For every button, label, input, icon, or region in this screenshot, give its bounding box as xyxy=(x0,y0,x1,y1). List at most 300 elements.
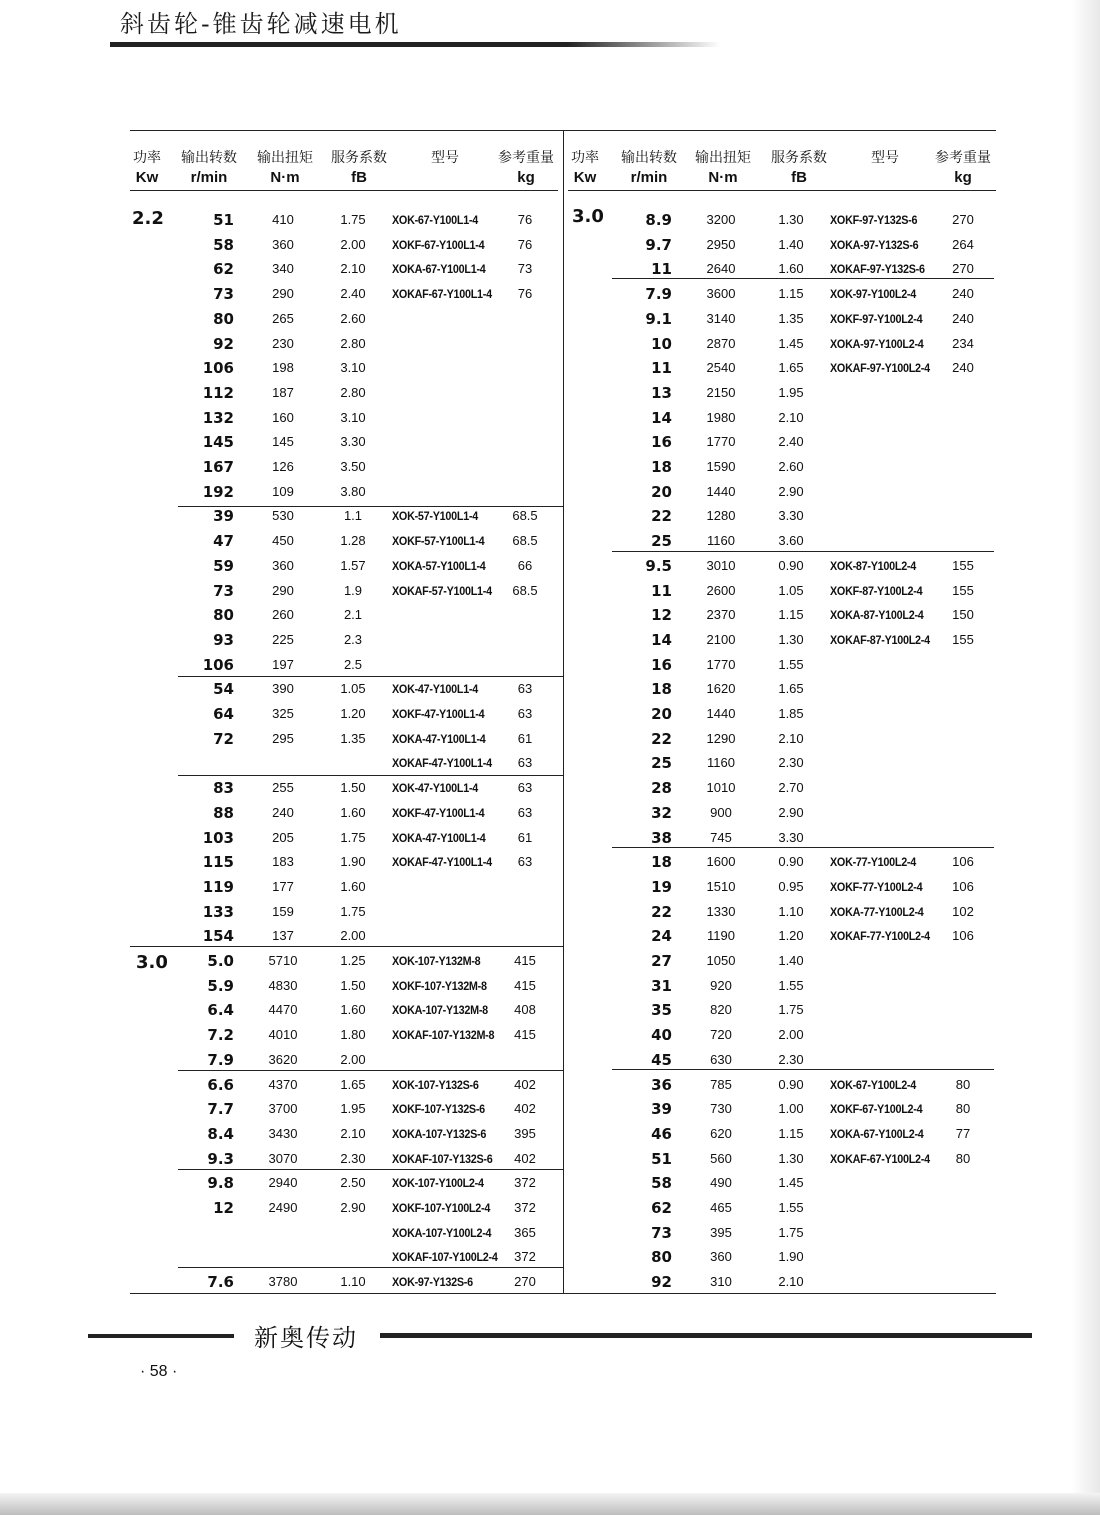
output-speed: 92 xyxy=(651,1273,672,1292)
output-speed: 19 xyxy=(651,877,672,896)
table-row xyxy=(130,751,560,775)
output-speed: 7.7 xyxy=(207,1100,234,1119)
output-torque: 920 xyxy=(710,977,732,993)
service-factor: 1.30 xyxy=(778,212,804,227)
model-code: XOKF-67-Y100L2-4 xyxy=(830,1102,923,1117)
model-code: XOKAF-97-Y132S-6 xyxy=(830,262,925,277)
weight: 66 xyxy=(517,557,533,573)
service-factor: 2.90 xyxy=(340,1200,366,1215)
service-factor: 2.30 xyxy=(778,1051,804,1067)
output-torque: 1770 xyxy=(706,656,736,672)
weight: 63 xyxy=(517,780,533,796)
weight: 106 xyxy=(952,854,974,870)
output-speed: 115 xyxy=(202,853,234,872)
model-code: XOKF-67-Y100L1-4 xyxy=(392,237,485,252)
service-factor: 2.00 xyxy=(778,1027,804,1043)
service-factor: 2.00 xyxy=(340,1051,366,1067)
output-torque: 1330 xyxy=(706,903,736,919)
service-factor: 1.95 xyxy=(778,384,804,400)
output-speed: 6.4 xyxy=(207,1001,234,1020)
model-code: XOKA-87-Y100L2-4 xyxy=(830,608,924,623)
weight: 415 xyxy=(514,977,536,993)
model-code: XOKA-107-Y132M-8 xyxy=(392,1003,488,1018)
output-torque: 2600 xyxy=(706,582,736,598)
output-torque: 1510 xyxy=(706,878,736,894)
weight: 415 xyxy=(514,1027,536,1043)
service-factor: 1.05 xyxy=(340,681,366,697)
table-row xyxy=(130,455,560,479)
service-factor: 1.30 xyxy=(778,631,804,647)
output-speed: 92 xyxy=(213,334,234,353)
weight: 372 xyxy=(514,1175,536,1191)
footer-rule-left xyxy=(88,1334,234,1338)
table-row xyxy=(130,677,560,701)
output-torque: 1620 xyxy=(706,681,736,697)
output-torque: 3600 xyxy=(706,286,736,302)
weight: 68.5 xyxy=(512,508,538,524)
model-code: XOK-67-Y100L1-4 xyxy=(392,213,478,227)
output-speed: 58 xyxy=(213,235,234,254)
model-code: XOK-77-Y100L2-4 xyxy=(830,855,916,870)
header-power-right: 功率 Kw xyxy=(571,150,599,186)
output-torque: 2870 xyxy=(706,335,736,351)
output-speed: 18 xyxy=(651,680,672,699)
model-code: XOKA-67-Y100L2-4 xyxy=(830,1126,924,1141)
service-factor: 1.50 xyxy=(340,780,366,796)
table-row xyxy=(568,1270,998,1294)
output-speed: 51 xyxy=(213,211,234,229)
table-row xyxy=(130,974,560,998)
output-torque: 197 xyxy=(272,656,294,672)
table-row xyxy=(130,430,560,454)
weight: 68.5 xyxy=(512,533,538,549)
weight: 270 xyxy=(952,261,974,277)
output-speed: 40 xyxy=(651,1026,672,1045)
service-factor: 2.70 xyxy=(778,780,804,796)
output-speed: 22 xyxy=(651,902,672,921)
service-factor: 1.55 xyxy=(778,1200,804,1215)
table-row xyxy=(568,875,998,899)
service-factor: 3.10 xyxy=(340,409,366,425)
output-torque: 290 xyxy=(272,286,294,302)
table-row xyxy=(568,1023,998,1047)
output-torque: 177 xyxy=(272,878,294,894)
output-torque: 109 xyxy=(272,483,294,499)
table-row xyxy=(568,430,998,454)
model-code: XOK-47-Y100L1-4 xyxy=(392,781,478,796)
output-speed: 154 xyxy=(202,927,234,946)
weight: 76 xyxy=(517,286,533,302)
model-code: XOK-97-Y100L2-4 xyxy=(830,287,916,302)
output-speed: 7.9 xyxy=(207,1050,234,1069)
output-torque: 1160 xyxy=(707,755,735,771)
output-torque: 2950 xyxy=(706,236,736,252)
table-row xyxy=(130,949,560,973)
output-speed: 7.6 xyxy=(207,1273,234,1292)
output-torque: 260 xyxy=(272,607,294,623)
output-speed: 119 xyxy=(202,877,234,896)
service-factor: 1.20 xyxy=(778,928,804,944)
model-code: XOKF-97-Y100L2-4 xyxy=(830,311,923,326)
output-speed: 5.0 xyxy=(207,952,234,970)
group-rule xyxy=(612,847,994,848)
model-code: XOKF-47-Y100L1-4 xyxy=(392,707,485,721)
table-row xyxy=(130,233,560,257)
table-row xyxy=(568,924,998,948)
service-factor: 2.60 xyxy=(778,459,804,474)
output-speed: 11 xyxy=(651,581,672,600)
model-code: XOKA-77-Y100L2-4 xyxy=(830,904,924,919)
weight: 63 xyxy=(517,804,533,820)
table-row xyxy=(568,1221,998,1245)
table-row xyxy=(130,1245,560,1269)
group-rule xyxy=(178,775,563,776)
table-row xyxy=(130,257,560,281)
weight: 102 xyxy=(952,903,974,919)
table-row xyxy=(568,1171,998,1195)
weight: 150 xyxy=(952,607,974,623)
output-torque: 255 xyxy=(272,780,294,796)
output-torque: 360 xyxy=(272,236,294,252)
weight: 365 xyxy=(514,1224,536,1240)
service-factor: 1.75 xyxy=(778,1002,804,1018)
table-row xyxy=(130,900,560,924)
weight: 395 xyxy=(514,1125,536,1141)
service-factor: 1.9 xyxy=(343,582,363,598)
service-factor: 1.15 xyxy=(778,607,804,623)
output-torque: 2150 xyxy=(706,384,736,400)
table-row xyxy=(130,1196,560,1220)
weight: 270 xyxy=(514,1274,536,1290)
output-torque: 745 xyxy=(710,829,732,845)
service-factor: 3.30 xyxy=(340,434,366,450)
output-torque: 1980 xyxy=(706,409,736,425)
output-speed: 106 xyxy=(202,359,234,378)
table-row xyxy=(130,653,560,677)
service-factor: 0.90 xyxy=(778,557,804,573)
output-speed: 6.6 xyxy=(207,1075,234,1094)
service-factor: 2.40 xyxy=(778,434,804,450)
weight: 408 xyxy=(514,1002,536,1018)
output-torque: 240 xyxy=(272,804,294,820)
table-row xyxy=(568,677,998,701)
output-torque: 1280 xyxy=(706,508,736,524)
table-row xyxy=(130,702,560,726)
output-torque: 560 xyxy=(710,1150,732,1166)
table-center-divider xyxy=(563,130,564,1294)
output-torque: 820 xyxy=(710,1002,732,1018)
output-speed: 12 xyxy=(213,1199,234,1217)
page-edge-shadow xyxy=(1072,0,1100,1515)
service-factor: 1.40 xyxy=(778,236,804,252)
table-row xyxy=(130,998,560,1022)
table-row xyxy=(568,751,998,775)
table-row xyxy=(130,1048,560,1072)
service-factor: 1.10 xyxy=(340,1274,366,1290)
output-torque: 340 xyxy=(272,261,294,277)
service-factor: 1.75 xyxy=(340,903,366,919)
service-factor: 2.80 xyxy=(340,384,366,400)
table-row xyxy=(568,332,998,356)
weight: 80 xyxy=(955,1076,971,1092)
service-factor: 1.60 xyxy=(778,261,804,277)
table-row xyxy=(130,579,560,603)
output-speed: 51 xyxy=(651,1149,672,1168)
service-factor: 1.75 xyxy=(340,212,366,227)
service-factor: 1.05 xyxy=(778,582,804,598)
service-factor: 1.40 xyxy=(778,953,804,968)
service-factor: 2.30 xyxy=(778,755,804,771)
power-label: 3.0 xyxy=(136,952,168,973)
output-torque: 620 xyxy=(710,1125,732,1141)
model-code: XOK-67-Y100L2-4 xyxy=(830,1077,916,1092)
model-code: XOKA-47-Y100L1-4 xyxy=(392,830,486,845)
output-torque: 1440 xyxy=(706,706,736,721)
header-service-factor: 服务系数 fB xyxy=(331,150,387,186)
group-rule xyxy=(612,278,994,279)
output-speed: 39 xyxy=(213,507,234,526)
table-row xyxy=(568,1073,998,1097)
output-speed: 24 xyxy=(651,927,672,946)
weight: 106 xyxy=(952,878,974,894)
output-torque: 1160 xyxy=(707,533,735,549)
output-speed: 14 xyxy=(651,408,672,427)
service-factor: 1.90 xyxy=(778,1249,804,1265)
output-speed: 38 xyxy=(651,828,672,847)
weight: 155 xyxy=(952,582,974,598)
weight: 240 xyxy=(952,286,974,302)
table-row xyxy=(568,628,998,652)
service-factor: 1.60 xyxy=(340,878,366,894)
output-speed: 32 xyxy=(651,803,672,822)
service-factor: 1.75 xyxy=(778,1224,804,1240)
table-row xyxy=(130,1097,560,1121)
table-row xyxy=(130,356,560,380)
weight: 372 xyxy=(514,1249,536,1265)
model-code: XOKAF-67-Y100L1-4 xyxy=(392,287,492,302)
output-speed: 18 xyxy=(651,458,672,476)
output-torque: 4470 xyxy=(268,1002,298,1018)
table-row xyxy=(130,1270,560,1294)
service-factor: 1.10 xyxy=(778,903,804,919)
table-row xyxy=(568,900,998,924)
table-row xyxy=(568,208,998,232)
output-torque: 3620 xyxy=(268,1051,298,1067)
output-speed: 103 xyxy=(202,828,234,847)
output-torque: 1600 xyxy=(706,854,736,870)
output-torque: 2100 xyxy=(706,631,736,647)
weight: 240 xyxy=(952,310,974,326)
service-factor: 0.90 xyxy=(778,854,804,870)
model-code: XOKF-47-Y100L1-4 xyxy=(392,805,485,820)
output-speed: 22 xyxy=(651,729,672,748)
output-torque: 295 xyxy=(272,730,294,746)
table-row xyxy=(568,1196,998,1220)
service-factor: 1.60 xyxy=(340,1002,366,1018)
table-row xyxy=(568,998,998,1022)
output-speed: 9.7 xyxy=(645,235,672,254)
table-row xyxy=(568,1245,998,1269)
service-factor: 1.60 xyxy=(340,804,366,820)
table-row xyxy=(568,1147,998,1171)
service-factor: 3.30 xyxy=(778,829,804,845)
model-code: XOKAF-97-Y100L2-4 xyxy=(830,361,930,376)
output-torque: 265 xyxy=(272,310,294,326)
header-model-right: 型号 xyxy=(871,150,899,166)
table-row xyxy=(130,554,560,578)
table-row xyxy=(568,974,998,998)
output-torque: 730 xyxy=(710,1101,732,1117)
output-speed: 62 xyxy=(213,260,234,279)
output-speed: 9.1 xyxy=(645,309,672,328)
weight: 270 xyxy=(952,212,974,227)
header-torque: 输出扭矩 N·m xyxy=(257,150,313,186)
service-factor: 3.10 xyxy=(340,360,366,376)
service-factor: 0.90 xyxy=(778,1076,804,1092)
output-speed: 5.9 xyxy=(207,976,234,995)
output-torque: 2640 xyxy=(706,261,736,277)
table-row xyxy=(568,826,998,850)
page-number: · 58 · xyxy=(140,1363,178,1380)
service-factor: 1.1 xyxy=(343,508,363,524)
weight: 76 xyxy=(517,236,533,252)
table-row xyxy=(568,702,998,726)
model-code: XOKF-77-Y100L2-4 xyxy=(830,879,923,894)
table-row xyxy=(130,480,560,504)
service-factor: 2.10 xyxy=(340,1125,366,1141)
output-torque: 360 xyxy=(710,1249,732,1265)
output-torque: 2940 xyxy=(268,1175,298,1191)
group-rule xyxy=(612,551,994,552)
group-rule xyxy=(130,946,563,947)
output-speed: 31 xyxy=(651,976,672,995)
output-torque: 4010 xyxy=(268,1027,298,1043)
weight: 402 xyxy=(514,1076,536,1092)
output-speed: 80 xyxy=(651,1248,672,1267)
output-torque: 785 xyxy=(710,1076,732,1092)
header-weight-right: 参考重量 kg xyxy=(935,150,991,186)
header-torque-right: 输出扭矩 N·m xyxy=(695,150,751,186)
output-torque: 3010 xyxy=(706,557,736,573)
model-code: XOK-97-Y132S-6 xyxy=(392,1275,473,1290)
weight: 76 xyxy=(517,212,533,227)
output-torque: 360 xyxy=(272,557,294,573)
service-factor: 0.95 xyxy=(778,878,804,894)
group-rule xyxy=(178,1267,563,1268)
model-code: XOK-107-Y100L2-4 xyxy=(392,1176,484,1191)
model-code: XOKF-87-Y100L2-4 xyxy=(830,583,923,598)
output-speed: 88 xyxy=(213,803,234,822)
weight: 415 xyxy=(514,953,536,968)
output-speed: 11 xyxy=(651,359,672,378)
model-code: XOKAF-47-Y100L1-4 xyxy=(392,756,492,771)
title-underline xyxy=(110,42,720,47)
service-factor: 1.15 xyxy=(778,1125,804,1141)
footer-brand: 新奥传动 xyxy=(254,1324,358,1352)
output-speed: 58 xyxy=(651,1174,672,1193)
weight: 80 xyxy=(955,1150,971,1166)
service-factor: 1.90 xyxy=(340,854,366,870)
output-speed: 73 xyxy=(213,581,234,600)
table-row xyxy=(130,875,560,899)
service-factor: 1.28 xyxy=(340,533,366,549)
service-factor: 2.10 xyxy=(778,1274,804,1290)
service-factor: 3.80 xyxy=(340,483,366,499)
service-factor: 1.57 xyxy=(340,557,366,573)
output-speed: 9.5 xyxy=(645,556,672,575)
table-row xyxy=(568,1122,998,1146)
model-code: XOK-107-Y132M-8 xyxy=(392,954,481,968)
table-row xyxy=(130,504,560,528)
table-row xyxy=(568,850,998,874)
output-torque: 3200 xyxy=(706,212,736,227)
weight: 63 xyxy=(517,755,533,771)
weight: 402 xyxy=(514,1101,536,1117)
group-rule xyxy=(612,1069,994,1070)
table-row xyxy=(130,1122,560,1146)
service-factor: 2.30 xyxy=(340,1150,366,1166)
weight: 77 xyxy=(955,1125,971,1141)
model-code: XOKF-107-Y100L2-4 xyxy=(392,1201,491,1215)
output-torque: 1190 xyxy=(707,928,735,944)
output-torque: 183 xyxy=(272,854,294,870)
service-factor: 1.65 xyxy=(340,1076,366,1092)
output-speed: 54 xyxy=(213,680,234,699)
spec-table xyxy=(130,130,996,1294)
model-code: XOKAF-87-Y100L2-4 xyxy=(830,632,930,647)
output-torque: 187 xyxy=(272,384,294,400)
header-speed-right: 输出转数 r/min xyxy=(621,150,677,186)
output-torque: 4830 xyxy=(268,977,298,993)
service-factor: 1.45 xyxy=(778,335,804,351)
service-factor: 1.65 xyxy=(778,360,804,376)
output-torque: 126 xyxy=(272,459,294,474)
power-label: 2.2 xyxy=(132,208,164,229)
page-bottom-shadow xyxy=(0,1493,1100,1515)
output-torque: 720 xyxy=(710,1027,732,1043)
output-speed: 18 xyxy=(651,853,672,872)
table-row xyxy=(568,529,998,553)
output-torque: 4370 xyxy=(268,1076,298,1092)
output-torque: 225 xyxy=(272,631,294,647)
output-torque: 325 xyxy=(272,706,294,721)
service-factor: 2.00 xyxy=(340,928,366,944)
model-code: XOKF-107-Y132M-8 xyxy=(392,978,487,993)
service-factor: 1.50 xyxy=(340,977,366,993)
model-code: XOKF-57-Y100L1-4 xyxy=(392,534,485,549)
model-code: XOKAF-47-Y100L1-4 xyxy=(392,855,492,870)
service-factor: 3.60 xyxy=(778,533,804,549)
output-speed: 25 xyxy=(651,754,672,773)
output-speed: 35 xyxy=(651,1001,672,1020)
header-rule-right xyxy=(568,190,996,191)
table-row xyxy=(130,1073,560,1097)
output-speed: 145 xyxy=(202,433,234,452)
output-speed: 13 xyxy=(651,383,672,402)
service-factor: 1.15 xyxy=(778,286,804,302)
table-row xyxy=(568,603,998,627)
output-speed: 192 xyxy=(202,482,234,501)
output-speed: 10 xyxy=(651,334,672,353)
weight: 80 xyxy=(955,1101,971,1117)
weight: 68.5 xyxy=(512,582,538,598)
weight: 61 xyxy=(517,730,533,746)
model-code: XOKAF-77-Y100L2-4 xyxy=(830,929,930,944)
model-code: XOKAF-67-Y100L2-4 xyxy=(830,1151,930,1166)
weight: 73 xyxy=(517,261,533,277)
table-row xyxy=(130,801,560,825)
weight: 155 xyxy=(952,631,974,647)
